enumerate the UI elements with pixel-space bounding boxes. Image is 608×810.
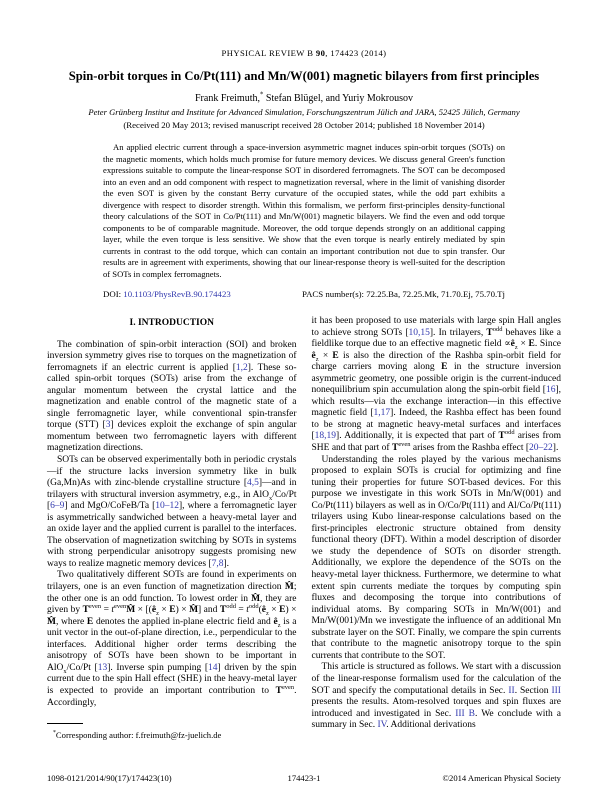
section-heading-introduction: I. INTRODUCTION	[129, 318, 214, 328]
affiliation-line: Peter Grünberg Institut and Institute for Advanced Simulation, Forschungszentrum Jülich and JARA, 52425 Jülich, Germany	[88, 107, 520, 117]
left-column	[47, 316, 297, 742]
citation-link[interactable]: IV	[377, 720, 387, 731]
page-footer	[47, 773, 561, 783]
doi-pacs-row	[103, 289, 505, 299]
citation-link[interactable]: 13	[97, 662, 108, 673]
journal-header: PHYSICAL REVIEW B 90, 174423 (2014)	[221, 48, 387, 58]
citation-link[interactable]: III B	[455, 708, 476, 719]
intro-paragraph-5: Understanding the roles played by the various mechanisms proposed to explain SOTs is crucial for optimizing and fine tuning their properties for future SOT-based devices. For this purpose we investigate in this work SOTs in Mn/W(001) and Co/Pt(111) bilayers as well as in O/Co/Pt(111) and Al/Co/Pt(111) trilayers using Kubo linear-response calculations based on the first-principles electronic structure obtained from density functional theory (DFT). Within a model description of disorder we study the dependence of SOTs on disorder strength. Additionally, we explore the dependence of the SOTs on the heavy-metal layer thickness. Furthermore, we determine to what extent spin currents mediate the torques by computing spin fluxes and decomposing the torque into contributions of individual atoms. By comparing SOTs in Mn/W(001) and Mn/W(001)/Mn we investigate the influence of an additional Mn substrate layer on the SOT. Finally, we compare the spin currents that contribute to the magnetic anisotropy torque to the spin currents that contribute to the SOT.	[311, 454, 561, 661]
intro-paragraph-6: This article is structured as follows. We start with a discussion of the linear-response formalism used for the calculation of the SOT and specify the computational details in Sec. II. Section III presents the results. Atom-resolved torques and spin fluxes are introduced and investigated in Sec. III B. We conclude with a summary in Sec. IV. Additional derivations	[311, 662, 561, 731]
citation-link[interactable]: II	[508, 685, 515, 696]
authors-line: Frank Freimuth,* Stefan Blügel, and Yuriy Mokrousov	[194, 91, 414, 104]
two-column-body	[47, 316, 561, 742]
intro-paragraph-4: it has been proposed to use materials with large spin Hall angles to achieve strong SOTs [10,15]. In trilayers, $T^{odd}$ behaves like a fieldlike torque due to an effective magnetic field $\propto ê_z \times E$. Since $ê_z \times E$ is also the direction of the Rashba spin-orbit field for charge carriers moving along E in the structure inversion asymmetric geometry, one possible origin is the current-induced nonequilibrium spin accumulation along the spin-orbit field [16], which results—via the exchange interaction—in this effective magnetic field [1,17]. Indeed, the Rashba effect has been found to be strong at magnetic heavy-metal surfaces and interfaces [18,19]. Additionally, it is expected that part of $T^{odd}$ arises from SHE and that part of $T^{even}$ arises from the Rashba effect [20–22].	[311, 316, 562, 454]
received-line: (Received 20 May 2013; revised manuscript received 28 October 2014; published 18 November 2014)	[123, 120, 485, 130]
intro-paragraph-2: SOTs can be observed experimentally both in periodic crystals—if the structure lacks inversion symmetry like in bulk (Ga,Mn)As with zinc-blende crystalline structure [4,5]—and in trilayers with structural inversion asymmetry, e.g., in AlO$_x$/Co/Pt [6–9] and MgO/CoFeB/Ta [10–12], where a ferromagnetic layer is asymmetrically sandwiched between a heavy-metal layer and an oxide layer and the applied current is parallel to the interfaces. The observation of magnetization switching by SOTs in systems with strong perpendicular anisotropy suggests promising new ways to realize magnetic memory devices [7,8].	[47, 455, 297, 569]
pacs-numbers: PACS number(s): 72.25.Ba, 72.25.Mk, 71.70.Ej, 75.70.Tj	[302, 289, 505, 299]
copyright-notice: ©2014 American Physical Society	[442, 773, 561, 783]
citation-link[interactable]: 20–22	[529, 443, 553, 454]
doi-label: DOI:	[103, 289, 122, 299]
citation-link[interactable]: 10,15	[408, 327, 430, 338]
citation-link[interactable]: III	[551, 685, 561, 696]
doi-line	[103, 289, 231, 299]
citation-link[interactable]: 1,17	[373, 408, 391, 419]
abstract-text: An applied electric current through a space-inversion asymmetric magnet induces spin-orbit torques (SOTs) on the magnetic moments, which holds much promise for future memory devices. We discuss general Green's function expressions suitable to compute the linear-response SOT in disordered ferromagnets. The SOT can be decomposed into an even and an odd component with respect to magnetization reversal, where in the limit of vanishing disorder the even SOT is given by the constant Berry curvature of the occupied states, while the odd part exhibits a divergence with respect to disorder strength. Within this formalism, we perform first-principles density-functional theory calculations of the SOT in Co/Pt(111) and Mn/W(001) magnetic bilayers. We find the even and odd torque components to be of comparable magnitude. Moreover, the odd torque depends strongly on an additional capping layer, while the even torque is less sensitive. We show that the even torque is nearly entirely mediated by spin currents in contrast to the odd torque, which can contain an important contribution not due to spin transfer. Our results are in agreement with experiments, showing that our linear-response theory is well-suited for the description of SOTs in complex ferromagnets.	[103, 142, 505, 279]
citation-link[interactable]: 18,19	[314, 431, 337, 442]
intro-paragraph-1: The combination of spin-orbit interaction (SOI) and broken inversion symmetry gives rise to torques on the magnetization of ferromagnets if an electric current is applied [1,2]. These so-called spin-orbit torques (SOTs) arise from the exchange of angular momentum between the crystal lattice and the magnetization and enable control of the magnetic state of a single ferromagnetic layer, while conventional spin-transfer torque (STT) [3] devices exploit the exchange of spin angular momentum between two ferromagnetic layers with different magnetization directions.	[47, 339, 297, 454]
citation-link[interactable]: 10–12	[155, 501, 180, 512]
citation-link[interactable]: 4,5	[246, 478, 259, 489]
footnote-rule	[47, 723, 83, 724]
intro-paragraph-3: Two qualitatively different SOTs are found in experiments on trilayers, one is an even function of magnetization direction M̂; the other one is an odd function. To lowest order in M̂, they are given by $T^{even}$ = $t^{even}M̂$ × [$(ê_z \times E)$ × M̂] and $T^{odd}$ = $t^{odd}(ê_z \times E)$ × M̂, where E denotes the applied in-plane electric field and $ê_z$ is a unit vector in the out-of-plane direction, i.e., perpendicular to the interfaces. Additional higher order terms describing the anisotropy of SOTs have been shown to be important in AlO$_x$/Co/Pt [13]. Inverse spin pumping [14] driven by the spin current due to the spin Hall effect (SHE) in the heavy-metal layer is expected to provide an important contribution to $T^{even}$. Accordingly,	[47, 570, 297, 708]
doi-link[interactable]: 10.1103/PhysRevB.90.174423	[123, 289, 231, 299]
citation-link[interactable]: 7,8	[211, 558, 224, 569]
citation-link[interactable]: 16	[545, 385, 556, 396]
citation-link[interactable]: 3	[105, 420, 111, 431]
citation-link[interactable]: 14	[208, 662, 218, 673]
right-column	[312, 316, 562, 742]
page-number: 174423-1	[287, 773, 321, 783]
paper-title: Spin-orbit torques in Co/Pt(111) and Mn/W(001) magnetic bilayers from first principles	[68, 69, 540, 83]
citation-link[interactable]: 6–9	[50, 501, 65, 512]
issn-code: 1098-0121/2014/90(17)/174423(10)	[47, 773, 172, 783]
corresponding-author-footnote: *Corresponding author: f.freimuth@fz-juelich.de	[53, 730, 222, 741]
citation-link[interactable]: 1,2	[235, 362, 248, 373]
